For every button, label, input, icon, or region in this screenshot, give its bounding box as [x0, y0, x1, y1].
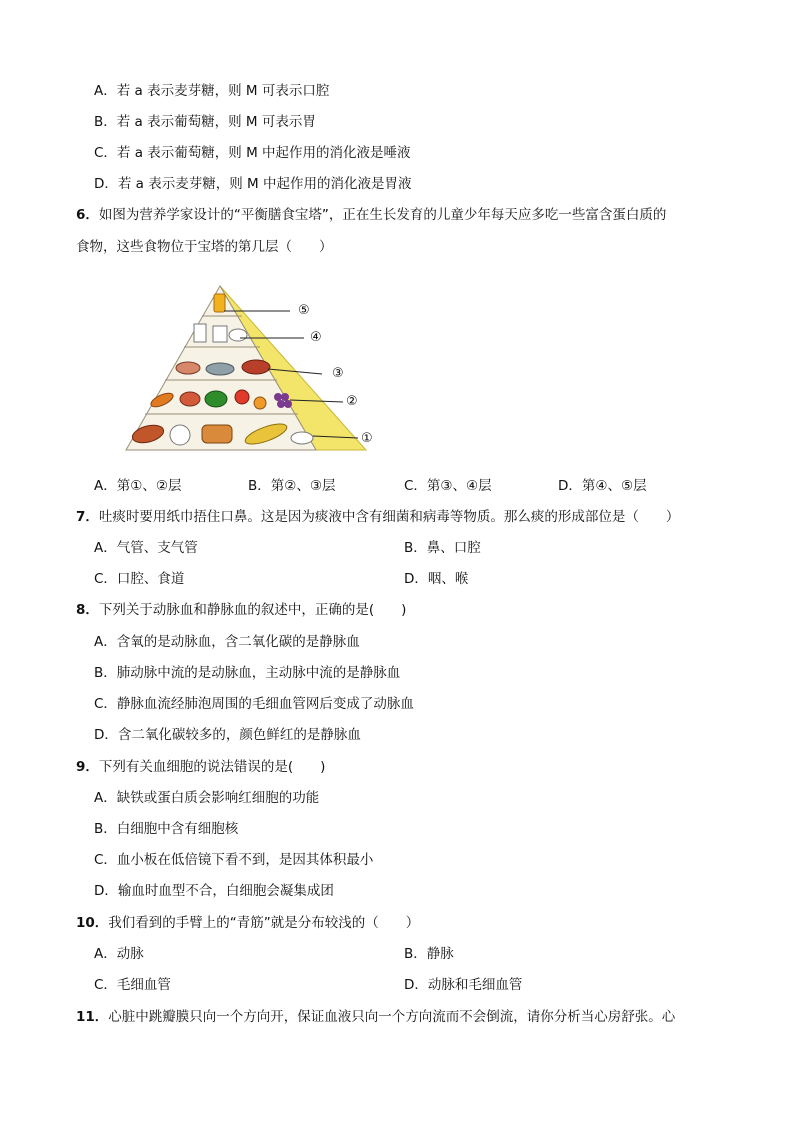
- leafy-vegetable-icon: [205, 391, 227, 407]
- rice-bowl-icon: [291, 432, 313, 444]
- yogurt-icon: [229, 329, 247, 341]
- q10-number: 10．: [76, 915, 109, 931]
- pyramid-label-5: ⑤: [298, 303, 310, 318]
- q8-option-c: C．静脉血流经肺泡周围的毛细血管网后变成了动脉血: [94, 696, 414, 712]
- q7-option-d: D．咽、喉: [404, 571, 469, 587]
- q6-option-a: A．第①、②层: [94, 478, 182, 494]
- q6-stem-line1: [76, 206, 666, 224]
- q5-option-d: D．若 a 表示麦芽糖，则 M 中起作用的消化液是胃液: [94, 176, 412, 192]
- pepper-icon: [180, 392, 200, 406]
- q8-number: 8．: [76, 602, 99, 618]
- q5-option-a: A．若 a 表示麦芽糖，则 M 可表示口腔: [94, 83, 330, 99]
- q7-option-a: A．气管、支气管: [94, 540, 198, 556]
- q10-option-b: B．静脉: [404, 946, 454, 962]
- q6-number: 6．: [76, 207, 99, 223]
- q7-stem-text: 吐痰时要用纸巾捂住口鼻。这是因为痰液中含有细菌和病毒等物质。那么痰的形成部位是（ ）: [98, 509, 680, 525]
- q8-option-a: A．含氧的是动脉血，含二氧化碳的是静脉血: [94, 634, 360, 650]
- tomato-icon: [235, 390, 249, 404]
- q8-stem-text: 下列关于动脉血和静脉血的叙述中，正确的是( ): [98, 602, 407, 618]
- q9-option-c: C．血小板在低倍镜下看不到，是因其体积最小: [94, 852, 374, 868]
- q6-option-b: B．第②、③层: [248, 478, 336, 494]
- q9-option-d: D．输血时血型不合，白细胞会凝集成团: [94, 883, 334, 899]
- q7-option-b: B．鼻、口腔: [404, 540, 481, 556]
- q7-stem-line: [76, 508, 679, 526]
- q9-option-b: B．白细胞中含有细胞核: [94, 821, 239, 837]
- q7-option-c: C．口腔、食道: [94, 571, 185, 587]
- bread-icon: [202, 425, 232, 443]
- q10-option-a: A．动脉: [94, 946, 144, 962]
- q6-stem-line2: 食物，这些食物位于宝塔的第几层（ ）: [76, 239, 333, 255]
- q9-stem-line: [76, 758, 325, 776]
- q9-option-a: A．缺铁或蛋白质会影响红细胞的功能: [94, 790, 320, 806]
- pyramid-label-3: ③: [332, 366, 344, 381]
- q10-stem-text: 我们看到的手臂上的“青筋”就是分布较浅的（ ）: [108, 915, 420, 931]
- q7-number: 7．: [76, 509, 99, 525]
- meat-icon: [176, 362, 200, 374]
- pyramid-label-2: ②: [346, 394, 358, 409]
- milk-carton-icon: [194, 324, 206, 342]
- q11-stem-line: [76, 1008, 675, 1026]
- q6-stem-text: 如图为营养学家设计的“平衡膳食宝塔”，正在生长发育的儿童少年每天应多吃一些富含蛋白质的: [98, 207, 667, 223]
- oil-bottle-icon: [214, 294, 225, 312]
- q9-number: 9．: [76, 759, 99, 775]
- orange-icon: [254, 397, 266, 409]
- sausage-icon: [242, 360, 270, 374]
- q8-stem-line: [76, 601, 406, 619]
- pyramid-label-4: ④: [310, 330, 322, 345]
- q10-option-c: C．毛细血管: [94, 977, 171, 993]
- q11-number: 11．: [76, 1009, 109, 1025]
- q5-option-c: C．若 a 表示葡萄糖，则 M 中起作用的消化液是唾液: [94, 145, 411, 161]
- pyramid-label-1: ①: [361, 431, 373, 446]
- q11-stem-text: 心脏中跳瓣膜只向一个方向开，保证血液只向一个方向流而不会倒流，请你分析当心房舒张。心: [108, 1009, 676, 1025]
- milk-glass-icon: [213, 326, 227, 342]
- steamed-bun-icon: [170, 425, 190, 445]
- q6-option-d: D．第④、⑤层: [558, 478, 647, 494]
- q6-option-c: C．第③、④层: [404, 478, 492, 494]
- q10-option-d: D．动脉和毛细血管: [404, 977, 523, 993]
- q5-option-b: B．若 a 表示葡萄糖，则 M 可表示胃: [94, 114, 316, 130]
- fish-icon: [206, 363, 234, 375]
- q8-option-b: B．肺动脉中流的是动脉血，主动脉中流的是静脉血: [94, 665, 401, 681]
- q8-option-d: D．含二氧化碳较多的，颜色鲜红的是静脉血: [94, 727, 361, 743]
- q9-stem-text: 下列有关血细胞的说法错误的是( ): [98, 759, 326, 775]
- q10-stem-line: [76, 914, 419, 932]
